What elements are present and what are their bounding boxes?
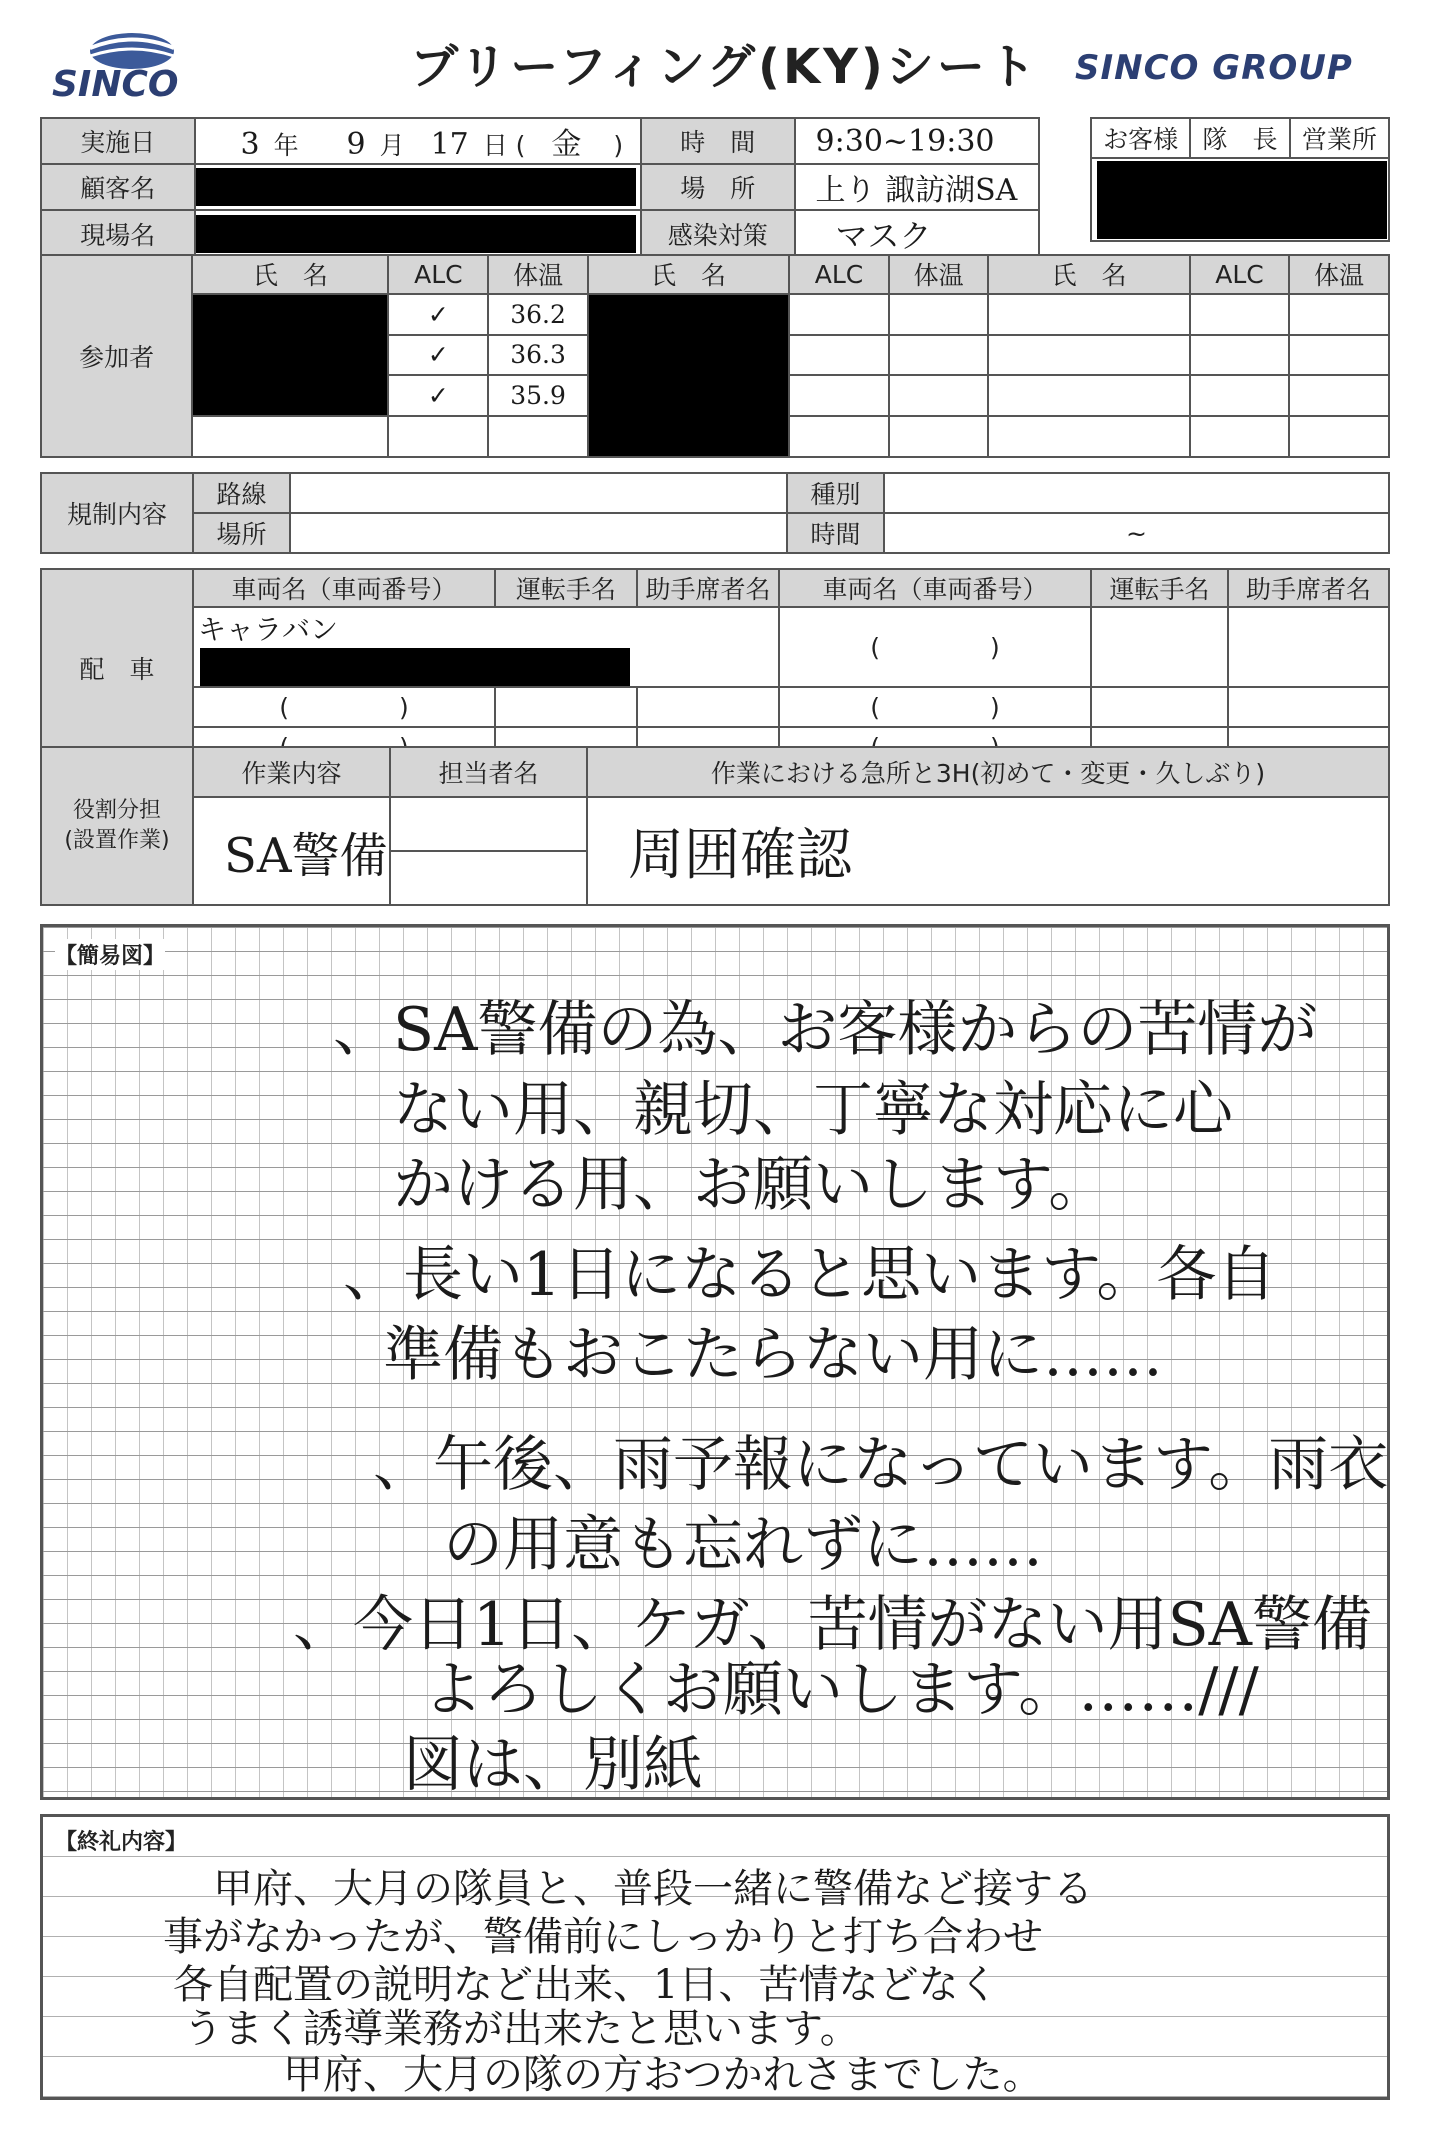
date-label: 実施日 bbox=[41, 118, 195, 164]
name-cell[interactable] bbox=[988, 375, 1189, 416]
page-title: ブリーフィング(KY)シート bbox=[410, 39, 1039, 95]
time-value: 9:30~19:30 bbox=[815, 123, 995, 159]
person-cell[interactable] bbox=[390, 851, 587, 905]
infection-value: マスク bbox=[835, 217, 932, 255]
person-header: 担当者名 bbox=[390, 747, 587, 797]
closing-line-2: 事がなかったが、警備前にしっかりと打ち合わせ bbox=[163, 1914, 1043, 1960]
route-field[interactable] bbox=[290, 473, 787, 513]
site-field[interactable] bbox=[195, 210, 641, 258]
paren-close: ) bbox=[990, 692, 1000, 722]
paren-open: ( bbox=[870, 692, 880, 722]
temp-cell[interactable] bbox=[889, 294, 989, 335]
assistant-cell[interactable] bbox=[1228, 607, 1389, 687]
dispatch-table bbox=[40, 568, 1390, 768]
vehicle-row-1[interactable] bbox=[193, 607, 779, 687]
paren-close: ) bbox=[399, 692, 409, 722]
customer-label: 顧客名 bbox=[41, 164, 195, 210]
site-label: 現場名 bbox=[41, 210, 195, 258]
dispatch-label: 配 車 bbox=[41, 569, 193, 767]
vehicle-name: キャラバン bbox=[198, 613, 339, 646]
alc-header-3: ALC bbox=[1190, 255, 1290, 294]
date-day: 17 bbox=[430, 127, 469, 162]
diagram-line-5: 準備もおこたらない用に…… bbox=[383, 1320, 1163, 1390]
name-cell[interactable] bbox=[988, 335, 1189, 376]
diagram-line-4: 、長い1日になると思います。各自 bbox=[343, 1240, 1277, 1310]
infection-field[interactable] bbox=[795, 210, 1039, 258]
regulation-place-field[interactable] bbox=[290, 513, 787, 553]
customer-field[interactable] bbox=[195, 164, 641, 210]
participant-names-redaction-2 bbox=[588, 294, 789, 457]
alc-check: ✓ bbox=[388, 335, 488, 376]
name-header-3: 氏 名 bbox=[988, 255, 1189, 294]
roles-label-1: 役割分担 bbox=[72, 798, 161, 823]
approval-stamps bbox=[1091, 158, 1389, 241]
roles-table bbox=[40, 746, 1390, 906]
roles-label-2: (設置作業) bbox=[64, 828, 170, 853]
logo-text: SINCO bbox=[52, 64, 179, 105]
regulation-time-label: 時間 bbox=[787, 513, 884, 553]
hazard-cell[interactable] bbox=[587, 797, 1389, 905]
closing-area[interactable] bbox=[40, 1814, 1390, 2100]
driver-cell[interactable] bbox=[495, 687, 637, 727]
weekday: 金 bbox=[551, 127, 582, 162]
weekday-close: ) bbox=[613, 131, 624, 160]
alc-header-1: ALC bbox=[388, 255, 488, 294]
closing-line-4: うまく誘導業務が出来たと思います。 bbox=[183, 2006, 860, 2052]
vehicle-redaction bbox=[200, 648, 630, 686]
group-logo-text: SINCO GROUP bbox=[1075, 48, 1353, 88]
time-separator: ~ bbox=[1126, 518, 1147, 548]
paren-open: ( bbox=[870, 632, 880, 662]
type-label: 種別 bbox=[787, 473, 884, 513]
paren-open: ( bbox=[279, 692, 289, 722]
driver-header-1: 運転手名 bbox=[495, 569, 637, 607]
approval-customer: お客様 bbox=[1091, 118, 1190, 158]
name-cell[interactable] bbox=[988, 294, 1189, 335]
alc-cell[interactable] bbox=[1190, 335, 1290, 376]
closing-line-1: 甲府、大月の隊員と、普段一緒に警備など接する bbox=[213, 1866, 1093, 1912]
work-value: SA警備 bbox=[224, 827, 388, 884]
temp-cell[interactable] bbox=[488, 416, 588, 457]
closing-line-5: 甲府、大月の隊の方おつかれさまでした。 bbox=[283, 2052, 1043, 2098]
roles-label bbox=[41, 747, 193, 905]
date-year: 3 bbox=[240, 127, 260, 162]
vehicle-header-2: 車両名（車両番号） bbox=[779, 569, 1091, 607]
name-cell[interactable] bbox=[988, 416, 1189, 457]
approval-captain: 隊 長 bbox=[1190, 118, 1289, 158]
temp-cell[interactable] bbox=[889, 375, 989, 416]
site-redaction bbox=[196, 215, 636, 253]
temp-cell[interactable] bbox=[1289, 416, 1389, 457]
diagram-line-9: よろしくお願いします。……/// bbox=[423, 1655, 1259, 1725]
infection-label: 感染対策 bbox=[641, 210, 795, 258]
diagram-area[interactable] bbox=[40, 924, 1390, 1800]
temp-cell[interactable] bbox=[1289, 294, 1389, 335]
work-cell[interactable] bbox=[193, 797, 390, 905]
place-label: 場 所 bbox=[641, 164, 795, 210]
driver-cell[interactable] bbox=[1091, 607, 1228, 687]
alc-cell[interactable] bbox=[1190, 375, 1290, 416]
name-header-1: 氏 名 bbox=[192, 255, 388, 294]
alc-check: ✓ bbox=[388, 294, 488, 335]
temp-header-3: 体温 bbox=[1289, 255, 1389, 294]
regulation-place-label: 場所 bbox=[193, 513, 290, 553]
temp-header-2: 体温 bbox=[889, 255, 989, 294]
alc-cell[interactable] bbox=[789, 375, 889, 416]
vehicle-cell[interactable] bbox=[779, 607, 1091, 687]
driver-header-2: 運転手名 bbox=[1091, 569, 1228, 607]
person-cell[interactable] bbox=[390, 797, 587, 851]
hazard-header: 作業における急所と3H(初めて・変更・久しぶり) bbox=[587, 747, 1389, 797]
hazard-value: 周囲確認 bbox=[628, 823, 852, 889]
closing-line-3: 各自配置の説明など出来、1日、苦情などなく bbox=[173, 1962, 999, 2008]
vehicle-cell[interactable] bbox=[193, 687, 495, 727]
place-value: 上り 諏訪湖SA bbox=[815, 173, 1018, 208]
assistant-header-2: 助手席者名 bbox=[1228, 569, 1389, 607]
paren-close: ) bbox=[990, 632, 1000, 662]
assistant-header-1: 助手席者名 bbox=[637, 569, 779, 607]
weekday-open: ( bbox=[515, 131, 526, 160]
temp-cell[interactable] bbox=[1289, 335, 1389, 376]
route-label: 路線 bbox=[193, 473, 290, 513]
alc-cell[interactable] bbox=[1190, 294, 1290, 335]
temp-header-1: 体温 bbox=[488, 255, 588, 294]
diagram-line-2: ない用、親切、丁寧な対応に心 bbox=[393, 1075, 1233, 1145]
participants-table bbox=[40, 254, 1390, 458]
alc-cell[interactable] bbox=[789, 416, 889, 457]
alc-header-2: ALC bbox=[789, 255, 889, 294]
diagram-line-8: 、今日1日、ケガ、苦情がない用SA警備 bbox=[293, 1590, 1373, 1660]
approval-table bbox=[1090, 117, 1390, 242]
participants-label: 参加者 bbox=[41, 255, 192, 457]
diagram-line-7: の用意も忘れずに…… bbox=[443, 1510, 1043, 1580]
assistant-cell[interactable] bbox=[637, 687, 779, 727]
alc-check: ✓ bbox=[388, 375, 488, 416]
temp-cell[interactable] bbox=[889, 416, 989, 457]
alc-cell[interactable] bbox=[789, 294, 889, 335]
diagram-line-6: 、午後、雨予報になっています。雨衣 bbox=[373, 1430, 1389, 1500]
temp-value: 36.2 bbox=[488, 294, 588, 335]
day-unit: 日 bbox=[482, 131, 508, 160]
alc-cell[interactable] bbox=[789, 335, 889, 376]
year-unit: 年 bbox=[273, 131, 299, 160]
place-field[interactable] bbox=[795, 164, 1039, 210]
month-unit: 月 bbox=[379, 131, 405, 160]
assistant-cell[interactable] bbox=[1228, 687, 1389, 727]
temp-cell[interactable] bbox=[1289, 375, 1389, 416]
date-field[interactable] bbox=[195, 118, 641, 164]
temp-value: 36.3 bbox=[488, 335, 588, 376]
customer-redaction bbox=[196, 168, 636, 206]
diagram-line-1: 、SA警備の為、お客様からの苦情が bbox=[333, 995, 1318, 1065]
diagram-label: 【簡易図】 bbox=[55, 939, 165, 970]
driver-cell[interactable] bbox=[1091, 687, 1228, 727]
regulation-label: 規制内容 bbox=[41, 473, 193, 553]
type-field[interactable] bbox=[884, 473, 1389, 513]
diagram-line-3: かける用、お願いします。 bbox=[393, 1150, 1109, 1220]
time-label: 時 間 bbox=[641, 118, 795, 164]
vehicle-cell[interactable] bbox=[779, 687, 1091, 727]
temp-cell[interactable] bbox=[889, 335, 989, 376]
regulation-table bbox=[40, 472, 1390, 554]
approval-redaction bbox=[1097, 161, 1387, 239]
alc-cell[interactable] bbox=[1190, 416, 1290, 457]
temp-value: 35.9 bbox=[488, 375, 588, 416]
regulation-time-field[interactable] bbox=[884, 513, 1389, 553]
diagram-line-10: 図は、別紙 bbox=[403, 1730, 703, 1800]
name-header-2: 氏 名 bbox=[588, 255, 789, 294]
time-field[interactable] bbox=[795, 118, 1039, 164]
approval-office: 営業所 bbox=[1290, 118, 1389, 158]
info-table bbox=[40, 117, 1040, 259]
alc-cell[interactable] bbox=[388, 416, 488, 457]
vehicle-header-1: 車両名（車両番号） bbox=[193, 569, 495, 607]
closing-label: 【終礼内容】 bbox=[55, 1825, 187, 1856]
participant-names-redaction-1 bbox=[192, 294, 388, 416]
work-header: 作業内容 bbox=[193, 747, 390, 797]
date-month: 9 bbox=[346, 127, 366, 162]
name-cell[interactable] bbox=[192, 416, 388, 457]
